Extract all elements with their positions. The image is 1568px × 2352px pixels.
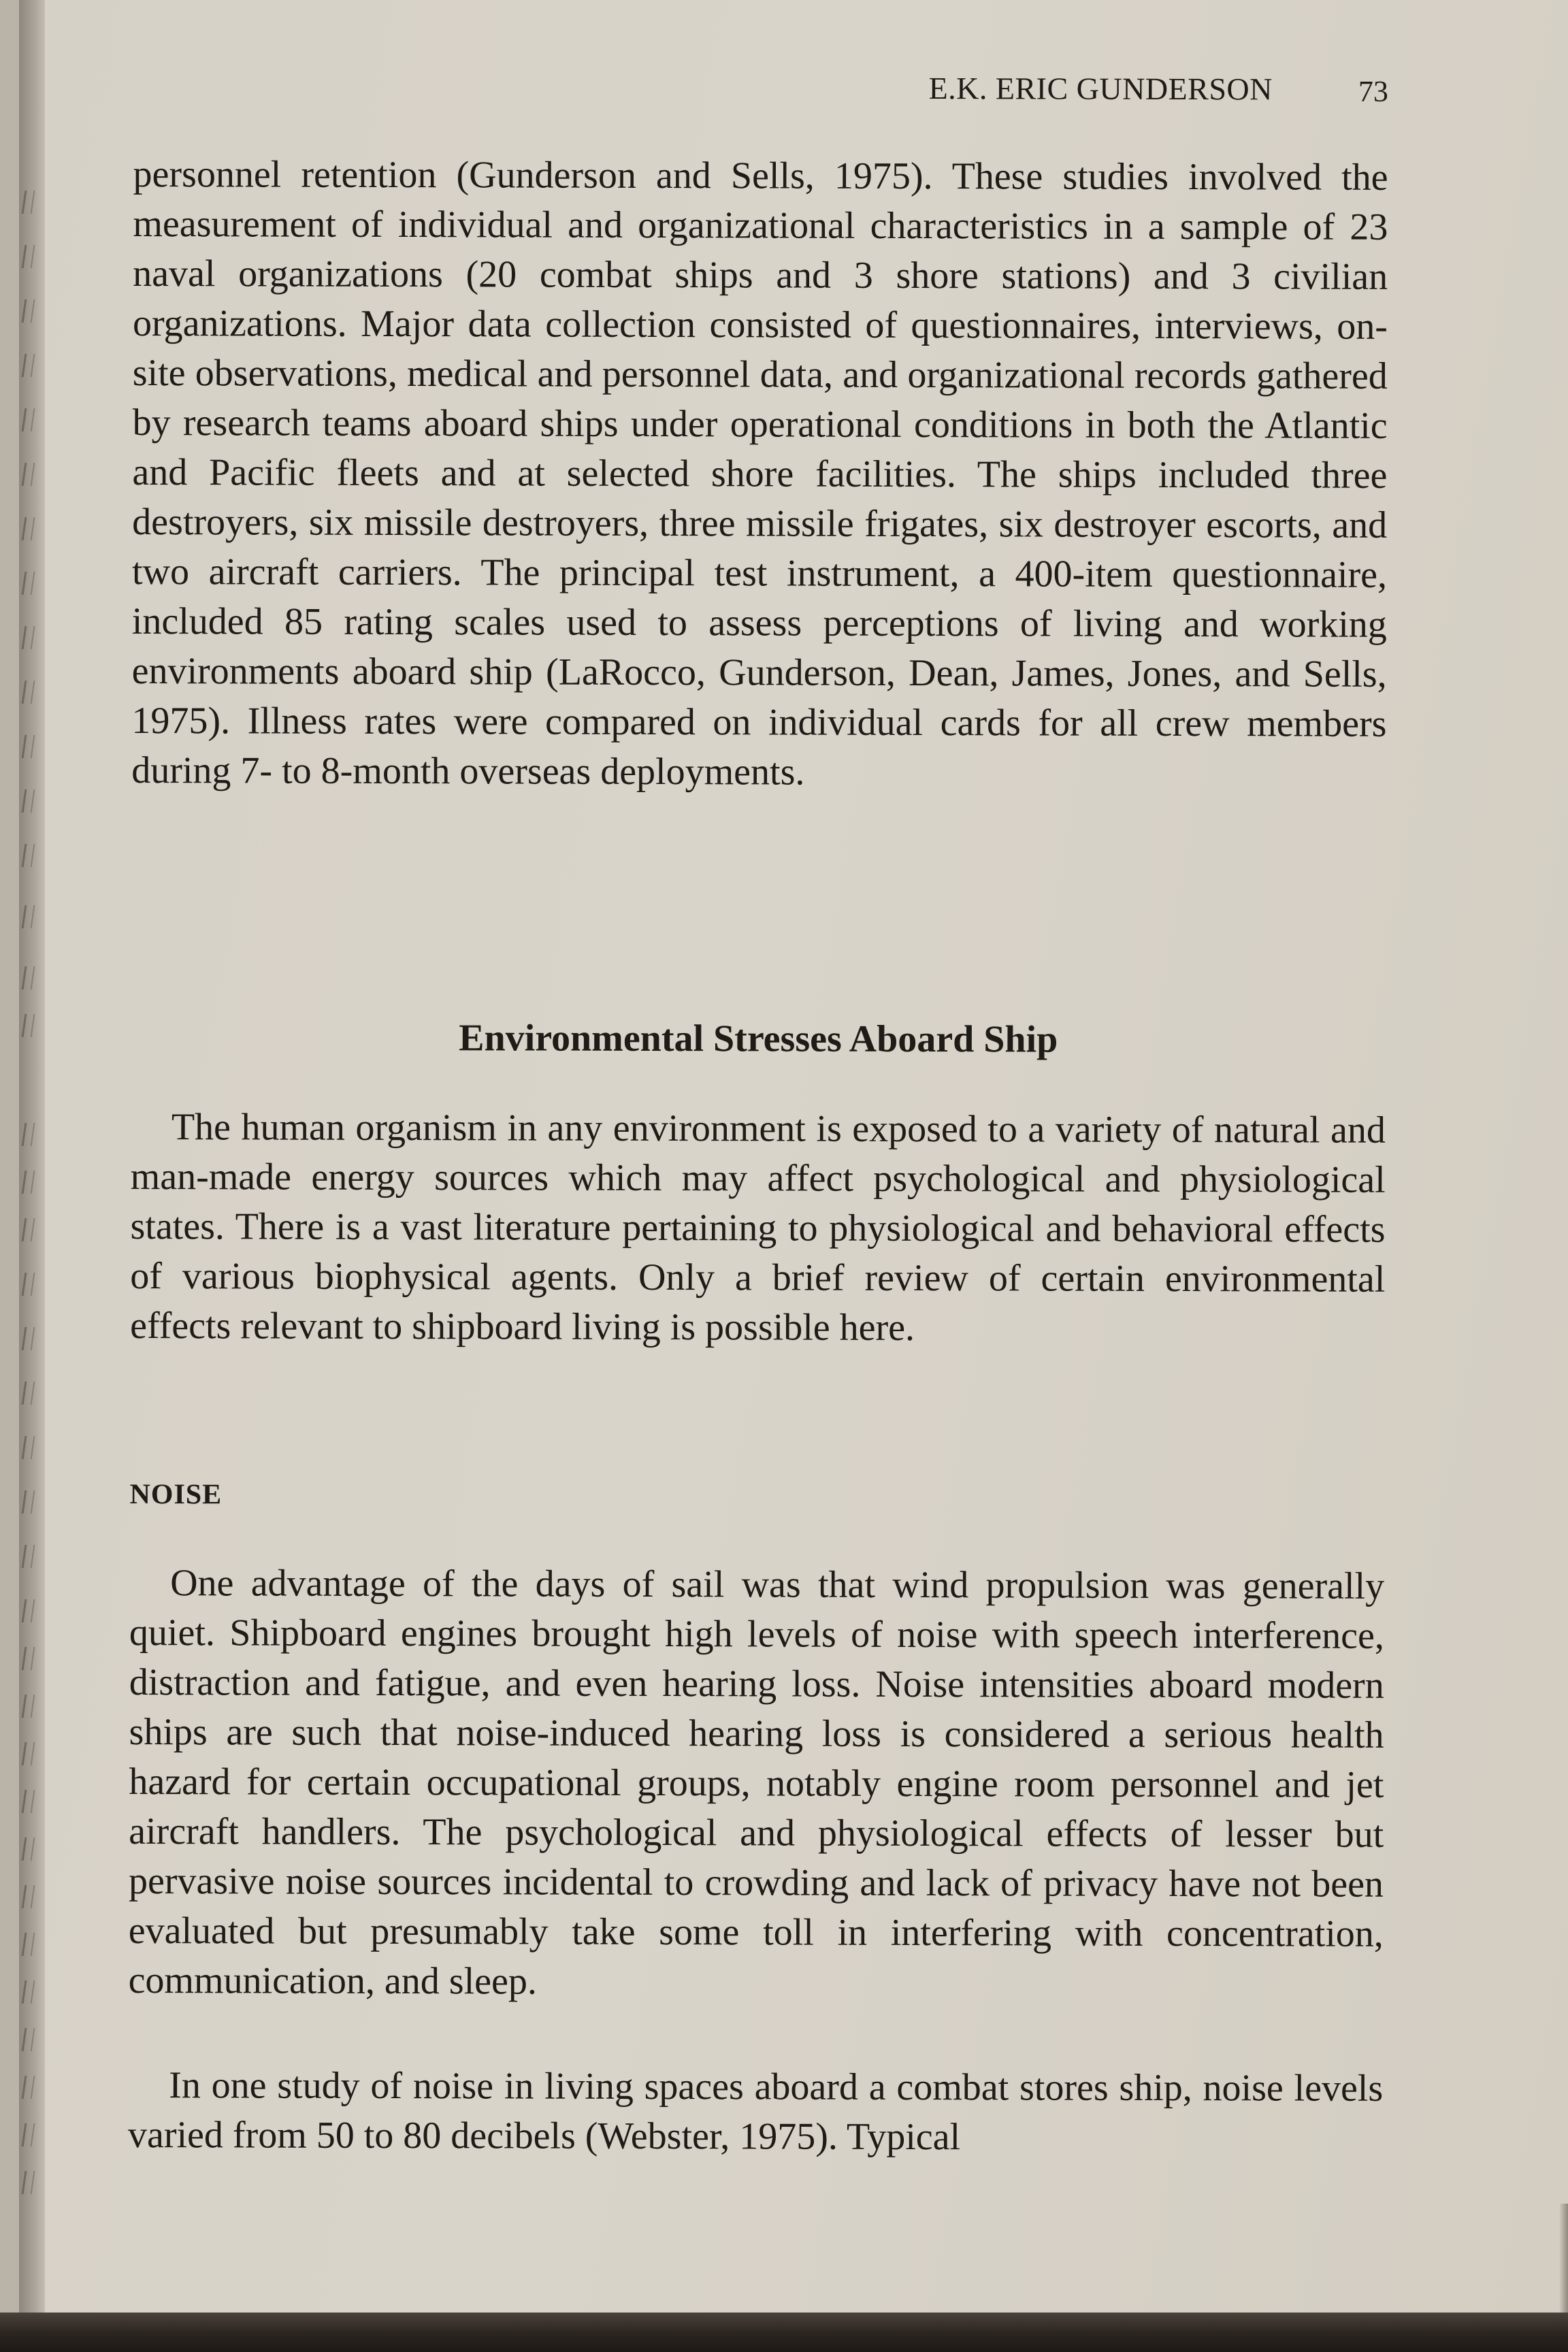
bleed-through-mark [22,1490,35,1514]
bleed-through-mark [22,245,35,268]
body-paragraph: The human organism in any environment is exposed to a variety of natural and man-made energy sources which may affect psychological and physiological states. There is a vast literature pertaining to physiological and behavioral effects of various biophysical agents. Only a brief review of certain environmental effects relevant to shipboard living is possible here. [130,1106,1386,1350]
section-heading: Environmental Stresses Aboard Ship [459,1017,1058,1061]
page-edge [1558,2204,1568,2313]
bleed-through-mark [22,1885,35,1908]
bleed-through-mark [22,1980,35,2004]
bleed-through-mark [22,2028,35,2051]
bleed-through-mark [22,1695,35,1718]
page-number: 73 [1358,74,1388,108]
bleed-through-mark [22,1742,35,1765]
bleed-through-mark [22,408,35,431]
bleed-through-mark [22,1790,35,1813]
bleed-through-mark [22,1123,35,1146]
bleed-through-mark [22,572,35,595]
bleed-through-mark [22,354,35,377]
bleed-through-mark [22,2076,35,2099]
running-head-author: E.K. ERIC GUNDERSON [928,71,1273,107]
bleed-through-mark [22,1933,35,1956]
bleed-through-mark [22,517,35,540]
bleed-through-mark [22,1647,35,1670]
bleed-through-mark [22,191,35,214]
body-paragraph: One advantage of the days of sail was that wind propulsion was generally quiet. Shipboard engines brought high levels of noise with speech interference, distraction and fatigue, and even hearing loss. Noise intensities aboard modern ships are such that noise-induced hearing loss is considered a serious health hazard for certain occupational groups, notably engine room personnel and jet aircraft handlers. The psychological and physiological effects of lesser but pervasive noise sources incidental to crowding and lack of privacy have not been evaluated but presumably take some toll in interfering with concentration, communication, and sleep. [128,1562,1385,2003]
bleed-through-mark [22,1436,35,1459]
bleed-through-mark [22,1327,35,1350]
bleed-through-mark [22,681,35,704]
page-gutter [19,0,45,2352]
bleed-through-mark [22,966,35,990]
bleed-through-mark [22,1545,35,1568]
bleed-through-mark [22,2171,35,2194]
running-head [133,68,1388,112]
bleed-through-mark [22,1014,35,1037]
bleed-through-mark [22,463,35,486]
bleed-through-mark [22,1171,35,1194]
bleed-through-mark [22,1273,35,1296]
book-edge [0,2313,1568,2352]
subsection-heading: NOISE [129,1478,223,1511]
bleed-through-mark [22,1218,35,1241]
bleed-through-mark [22,1382,35,1405]
bleed-through-mark [22,844,35,867]
bleed-through-mark [22,789,35,813]
bleed-through-mark [22,299,35,323]
book-page [19,0,1568,2352]
bleed-through-mark [22,905,35,928]
page-content [127,61,1388,2159]
bleed-through-mark [22,735,35,758]
bleed-through-mark [22,2123,35,2146]
body-paragraph: In one study of noise in living spaces aboard a combat stores ship, noise levels varied from 50 to 80 decibels (Webster, 1975). Typical [127,2064,1384,2159]
bleed-through-mark [22,626,35,649]
bleed-through-mark [22,1599,35,1622]
body-paragraph: personnel retention (Gunderson and Sells, 1975). These studies involved the measurement of individual and organizational characteristics in a sample of 23 naval organizations (20 combat ships and 3 shore stations) and 3 civilian organizations. Major data collection consisted of questionnaires, interviews, on-site observations, medical and personnel data, and organizational records gathered by research teams aboard ships under operational conditions in both the Atlantic and Pacific fleets and at selected shore facilities. The ships included three destroyers, six missile destroyers, three missile frigates, six destroyer escorts, and two aircraft carriers. The principal test instrument, a 400-item questionnaire, included 85 rating scales used to assess perceptions of living and working environments aboard ship (LaRocco, Gunderson, Dean, James, Jones, and Sells, 1975). Illness rates were compared on individual cards for all crew members during 7- to 8-month overseas deployments. [131,152,1388,794]
bleed-through-mark [22,1838,35,1861]
